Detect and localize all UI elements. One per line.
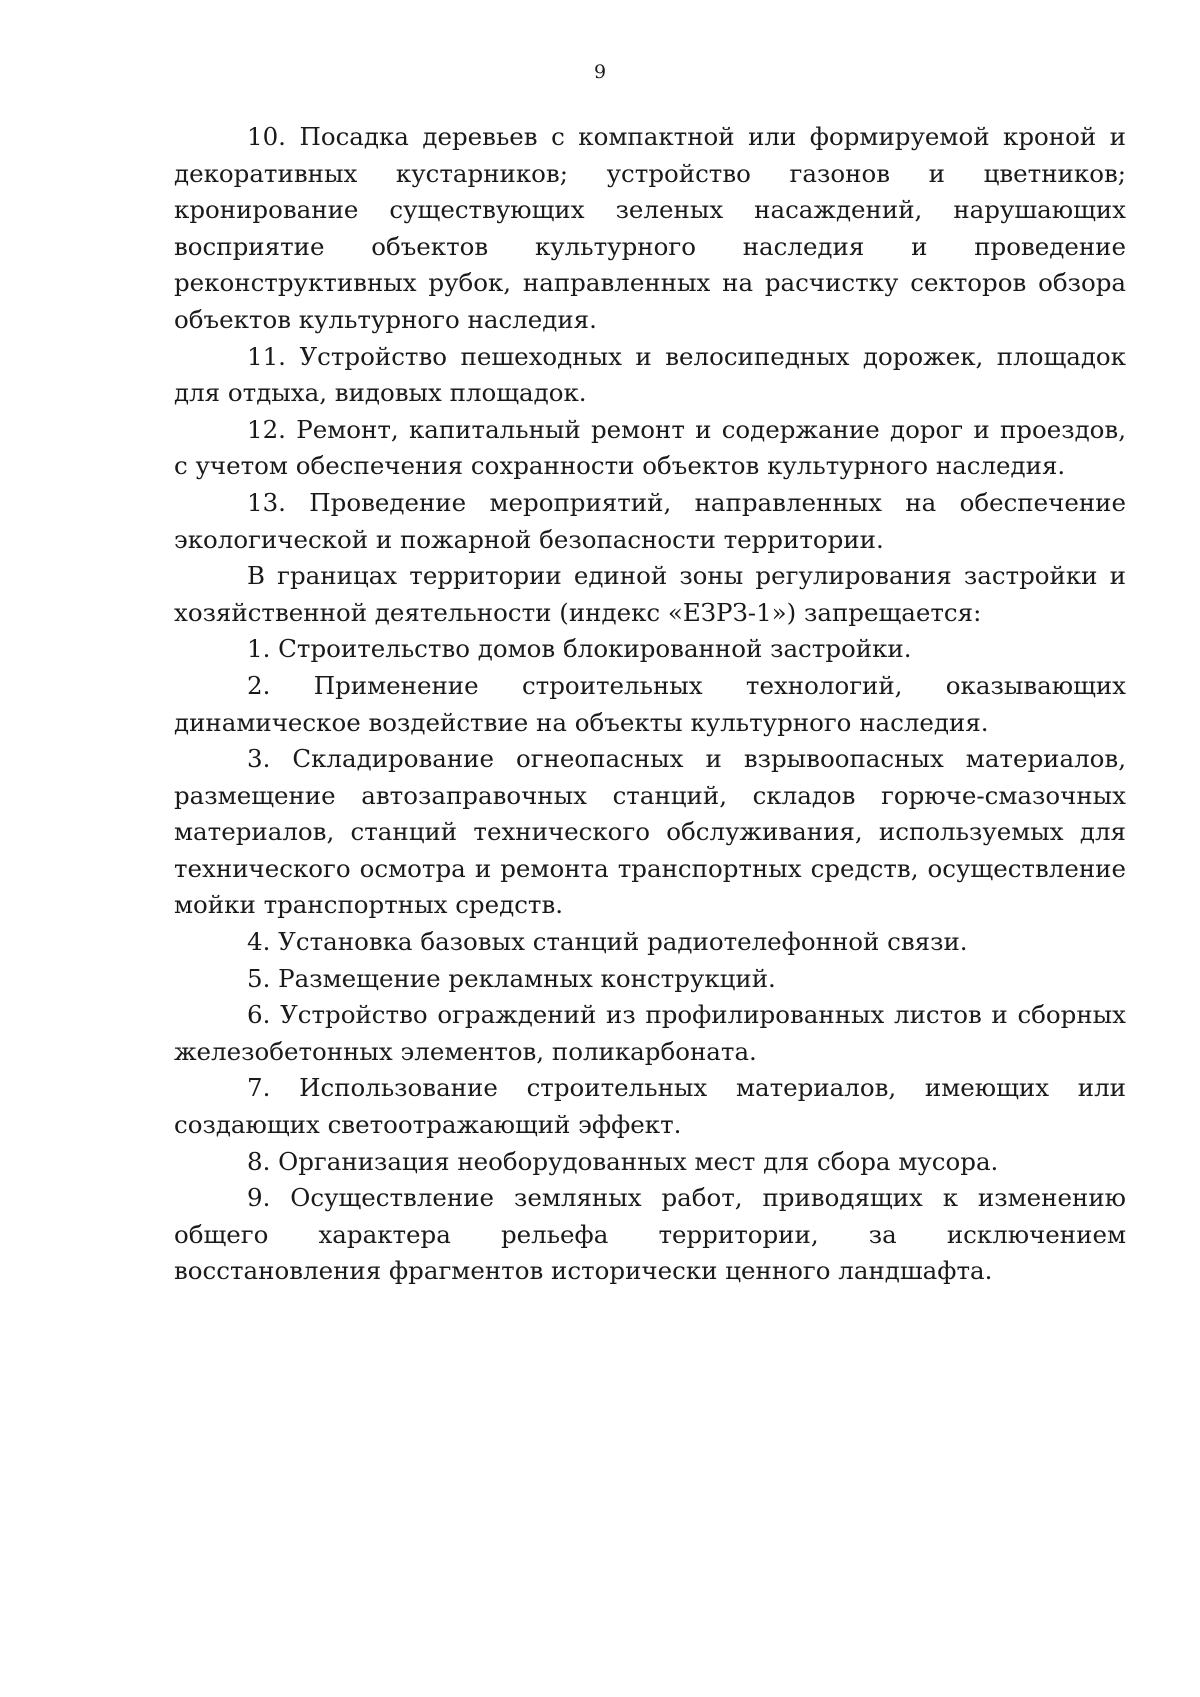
paragraph-prohibition-7: 7. Использование строительных материалов, имеющих или создающих светоотражающий эффект. bbox=[174, 1073, 1126, 1140]
paragraph-prohibition-intro: В границах территории единой зоны регулирования застройки и хозяйственной деятельности (индекс «ЕЗРЗ-1») запрещается: bbox=[174, 561, 1126, 627]
paragraph-item-11: 11. Устройство пешеходных и велосипедных дорожек, площадок для отдыха, видовых площадок. bbox=[174, 341, 1126, 408]
page-number: 9 bbox=[593, 61, 607, 83]
paragraph-prohibition-5: 5. Размещение рекламных конструкций. bbox=[247, 963, 776, 993]
paragraph-prohibition-6: 6. Устройство ограждений из профилированных листов и сборных железобетонных элементов, поликарбоната. bbox=[174, 1000, 1126, 1066]
paragraph-item-12: 12. Ремонт, капитальный ремонт и содержание дорог и проездов, с учетом обеспечения сохранности объектов культурного наследия. bbox=[174, 414, 1126, 481]
paragraph-prohibition-9: 9. Осуществление земляных работ, приводящих к изменению общего характера рельефа территории, за исключением восстановления фрагментов исторически ценного ландшафта. bbox=[174, 1183, 1126, 1286]
paragraph-item-10: 10. Посадка деревьев с компактной или формируемой кроной и декоративных кустарников; устройство газонов и цветников; кронирование существующих зеленых насаждений, нарушающих восприятие объектов культурного наследия и проведение реконструктивных рубок, направленных на расчистку секторов обзора объектов культурного наследия. bbox=[174, 122, 1126, 334]
paragraph-prohibition-1: 1. Строительство домов блокированной застройки. bbox=[247, 634, 912, 664]
paragraph-prohibition-8: 8. Организация необорудованных мест для сбора мусора. bbox=[247, 1146, 999, 1176]
paragraph-prohibition-3: 3. Складирование огнеопасных и взрывоопасных материалов, размещение автозаправочных станций, складов горюче-смазочных материалов, станций технического обслуживания, используемых для технического осмотра и ремонта транспортных средств, осуществление мойки транспортных средств. bbox=[174, 744, 1126, 920]
document-body bbox=[174, 119, 1126, 1290]
paragraph-prohibition-2: 2. Применение строительных технологий, оказывающих динамическое воздействие на объекты культурного наследия. bbox=[174, 670, 1126, 737]
paragraph-prohibition-4: 4. Установка базовых станций радиотелефонной связи. bbox=[247, 927, 968, 957]
paragraph-item-13: 13. Проведение мероприятий, направленных на обеспечение экологической и пожарной безопасности территории. bbox=[174, 487, 1126, 554]
